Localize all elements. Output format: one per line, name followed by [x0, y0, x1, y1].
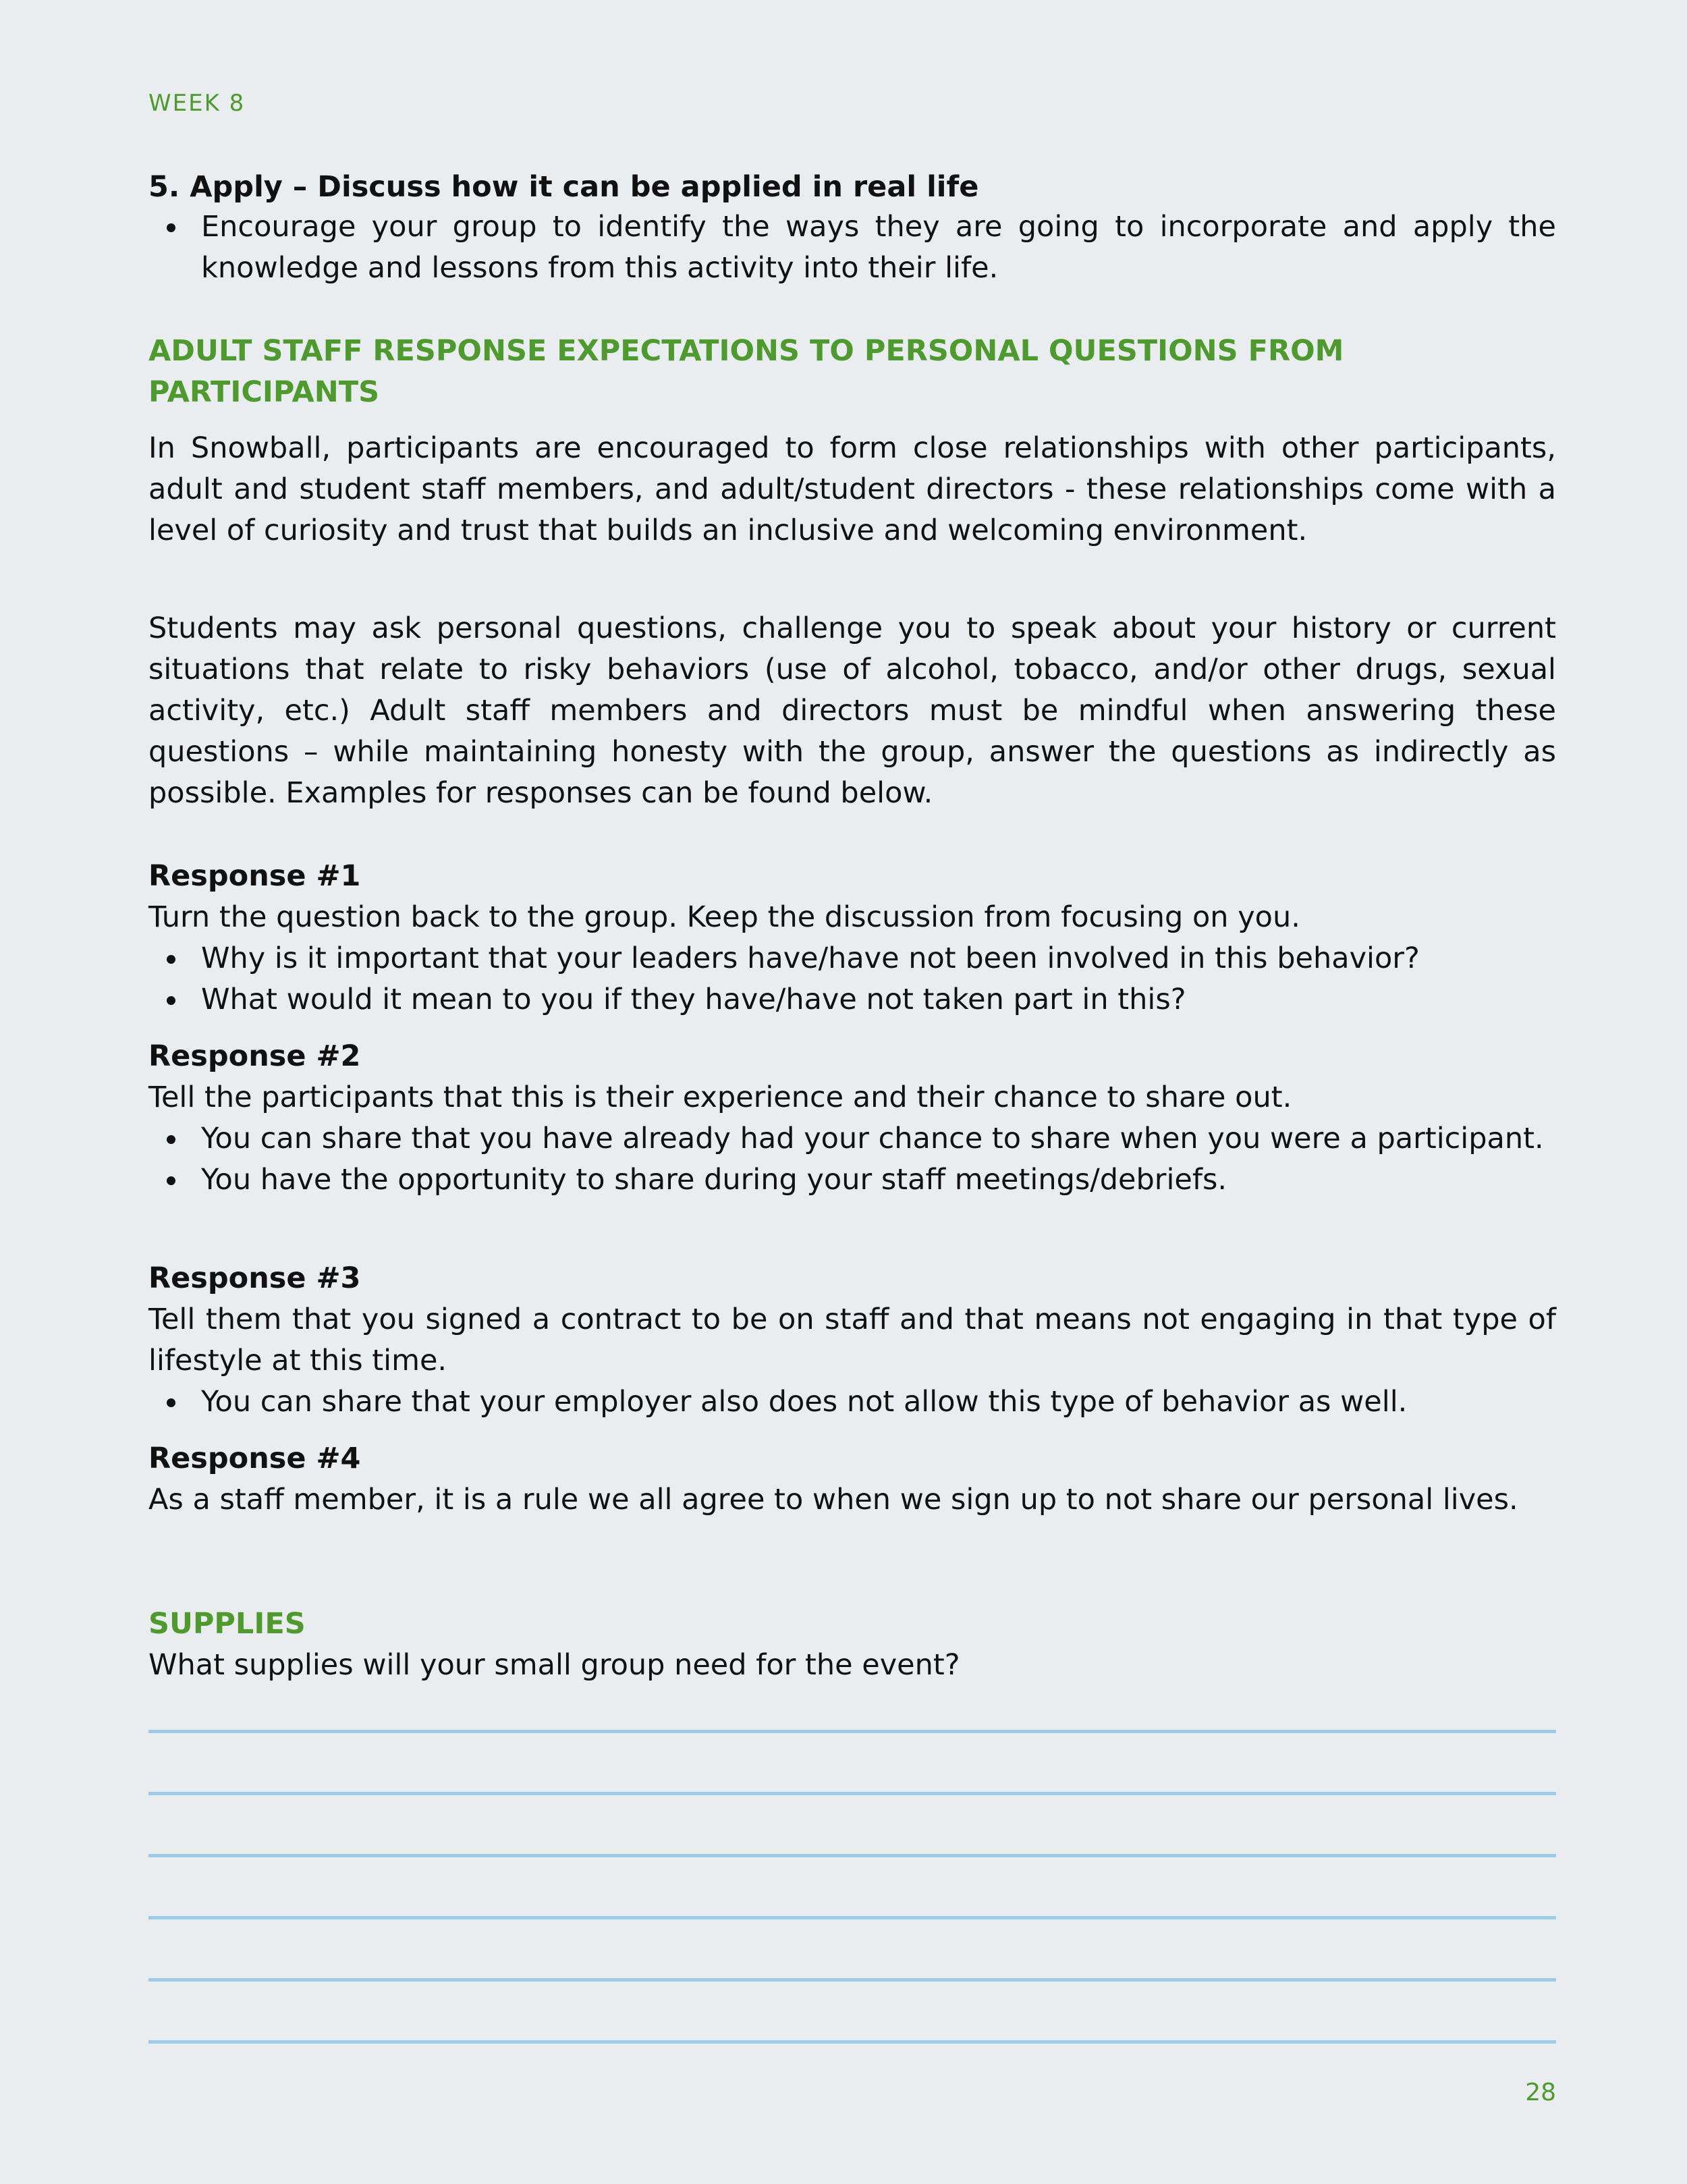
response-2-bullets	[148, 1118, 1556, 1201]
response-1-text: Turn the question back to the group. Keep the discussion from focusing on you.	[148, 900, 1300, 934]
supplies-question: What supplies will your small group need for the event?	[148, 1648, 960, 1682]
response-1-heading: Response #1	[148, 859, 361, 893]
response-4-heading: Response #4	[148, 1442, 361, 1475]
page-number: 28	[1525, 2079, 1556, 2106]
week-label: WEEK 8	[148, 90, 246, 117]
answer-line[interactable]	[148, 1792, 1556, 1795]
response-2-text: Tell the participants that this is their experience and their chance to share out.	[148, 1081, 1292, 1114]
response-3-heading: Response #3	[148, 1261, 361, 1295]
apply-heading: 5. Apply – Discuss how it can be applied in real life	[148, 170, 979, 204]
answer-line[interactable]	[148, 2040, 1556, 2044]
response-3-bullets	[148, 1382, 1556, 1423]
list-item: Why is it important that your leaders have/have not been involved in this behavior?	[148, 938, 1556, 979]
response-2-heading: Response #2	[148, 1039, 361, 1073]
response-1-bullets	[148, 938, 1556, 1020]
supplies-title: SUPPLIES	[148, 1607, 306, 1641]
apply-bullet: Encourage your group to identify the ways they are going to incorporate and apply the knowledge and lessons from this activity into their life.	[148, 207, 1556, 289]
apply-bullet-list	[148, 207, 1556, 289]
staff-paragraph-1: In Snowball, participants are encouraged to form close relationships with other participants, adult and student staff members, and adult/student directors - these relationships come with a level of curiosity and trust that builds an inclusive and welcoming environment.	[148, 431, 1556, 547]
list-item: You have the opportunity to share during your staff meetings/debriefs.	[148, 1159, 1556, 1201]
answer-line[interactable]	[148, 1854, 1556, 1857]
answer-line[interactable]	[148, 1730, 1556, 1733]
staff-paragraph-2: Students may ask personal questions, challenge you to speak about your history or current situations that relate to risky behaviors (use of alcohol, tobacco, and/or other drugs, sexual activity, etc.) Adult staff members and directors must be mindful when answering these questions – while maintaining honesty with the group, answer the questions as indirectly as possible. Examples for responses can be found below.	[148, 611, 1556, 810]
list-item: You can share that your employer also does not allow this type of behavior as well.	[148, 1382, 1556, 1423]
list-item: What would it mean to you if they have/have not taken part in this?	[148, 979, 1556, 1020]
list-item: You can share that you have already had your chance to share when you were a participant.	[148, 1118, 1556, 1159]
response-4-text: As a staff member, it is a rule we all agree to when we sign up to not share our personal lives.	[148, 1483, 1518, 1517]
answer-line[interactable]	[148, 1916, 1556, 1919]
answer-line[interactable]	[148, 1978, 1556, 1982]
response-3-text: Tell them that you signed a contract to be on staff and that means not engaging in that type of lifestyle at this time.	[148, 1303, 1556, 1377]
staff-section-title: ADULT STAFF RESPONSE EXPECTATIONS TO PERSONAL QUESTIONS FROM PARTICIPANTS	[148, 334, 1344, 409]
